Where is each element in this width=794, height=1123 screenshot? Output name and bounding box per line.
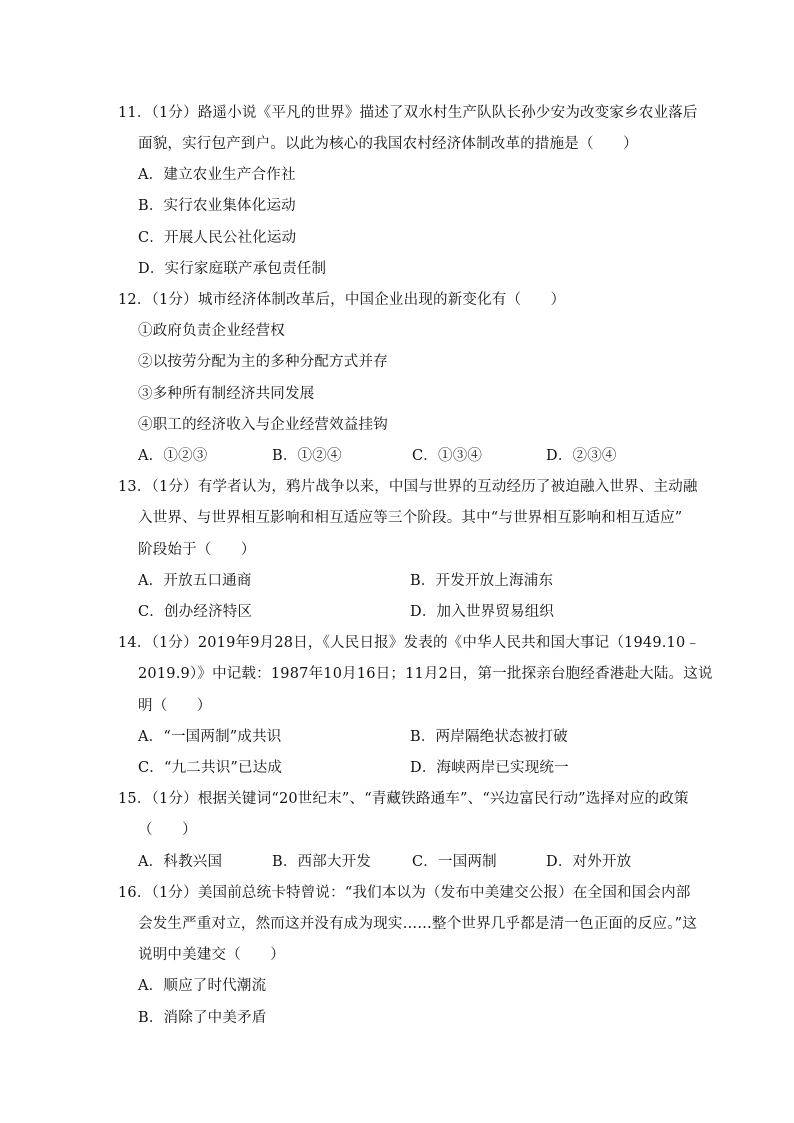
question-14-option-b: B．两岸隔绝状态被打破 [410, 729, 568, 745]
question-15-option-d: D．对外开放 [546, 854, 632, 870]
question-12-option-a: A．①②③ [138, 448, 208, 464]
question-11-line-2: 面貌，实行包产到户。以此为核心的我国农村经济体制改革的措施是（ ） [138, 136, 638, 152]
question-12-option-c: C．①③④ [412, 448, 483, 464]
question-12-line-1: 12．（1分）城市经济体制改革后，中国企业出现的新变化有（ ） [118, 292, 566, 308]
question-11-option-b: B．实行农业集体化运动 [138, 198, 296, 214]
question-14-line-1: 14．（1分）2019年9月28日，《人民日报》发表的《中华人民共和国大事记（1949.10﹣ [118, 635, 701, 651]
question-12-option-b: B．①②④ [272, 448, 342, 464]
question-13-line-2: 入世界、与世界相互影响和相互适应等三个阶段。其中“与世界相互影响和相互适应” [138, 510, 683, 526]
question-15-line-2: （ ） [138, 822, 197, 838]
question-16-line-1: 16．（1分）美国前总统卡特曾说：“我们本以为（发布中美建交公报）在全国和国会内部 [118, 885, 691, 901]
question-12-item-1: ①政府负责企业经营权 [138, 323, 285, 339]
question-11-option-d: D．实行家庭联产承包责任制 [138, 261, 327, 277]
question-13-option-c: C．创办经济特区 [138, 604, 253, 620]
question-11-option-c: C．开展人民公社化运动 [138, 230, 297, 246]
question-12-option-d: D．②③④ [546, 448, 617, 464]
question-15-option-c: C．一国两制 [412, 854, 497, 870]
question-13-option-a: A．开放五口通商 [138, 573, 252, 589]
question-15-option-b: B．西部大开发 [272, 854, 372, 870]
question-14-option-d: D．海峡两岸已实现统一 [410, 760, 569, 776]
question-13-option-b: B．开发开放上海浦东 [410, 573, 554, 589]
question-14-line-2: 2019.9）》中记载：1987年10月16日；11月2日，第一批探亲台胞经香港赴大陆。这说 [138, 666, 713, 682]
question-11-option-a: A．建立农业生产合作社 [138, 167, 296, 183]
question-11-line-1: 11．（1分）路遥小说《平凡的世界》描述了双水村生产队队长孙少安为改变家乡农业落后 [118, 105, 698, 121]
question-12-item-2: ②以按劳分配为主的多种分配方式并存 [138, 354, 388, 370]
question-12-item-4: ④职工的经济收入与企业经营效益挂钩 [138, 417, 388, 433]
question-16-option-b: B．消除了中美矛盾 [138, 1010, 267, 1026]
question-16-line-2: 会发生严重对立，然而这并没有成为现实……整个世界几乎都是清一色正面的反应。”这 [138, 916, 697, 932]
question-13-line-1: 13．（1分）有学者认为，鸦片战争以来，中国与世界的互动经历了被迫融入世界、主动融 [118, 479, 698, 495]
question-13-option-d: D．加入世界贸易组织 [410, 604, 555, 620]
question-12-item-3: ③多种所有制经济共同发展 [138, 386, 315, 402]
question-13-line-3: 阶段始于（ ） [138, 542, 256, 558]
question-16-line-3: 说明中美建交（ ） [138, 947, 285, 963]
question-14-option-a: A．“一国两制”成共识 [138, 729, 282, 745]
question-14-option-c: C．“九二共识”已达成 [138, 760, 283, 776]
question-16-option-a: A．顺应了时代潮流 [138, 978, 267, 994]
question-15-line-1: 15．（1分）根据关键词“20世纪末”、“青藏铁路通车”、“兴边富民行动”选择对应的政策 [118, 791, 689, 807]
question-14-line-3: 明（ ） [138, 698, 212, 714]
question-15-option-a: A．科教兴国 [138, 854, 223, 870]
